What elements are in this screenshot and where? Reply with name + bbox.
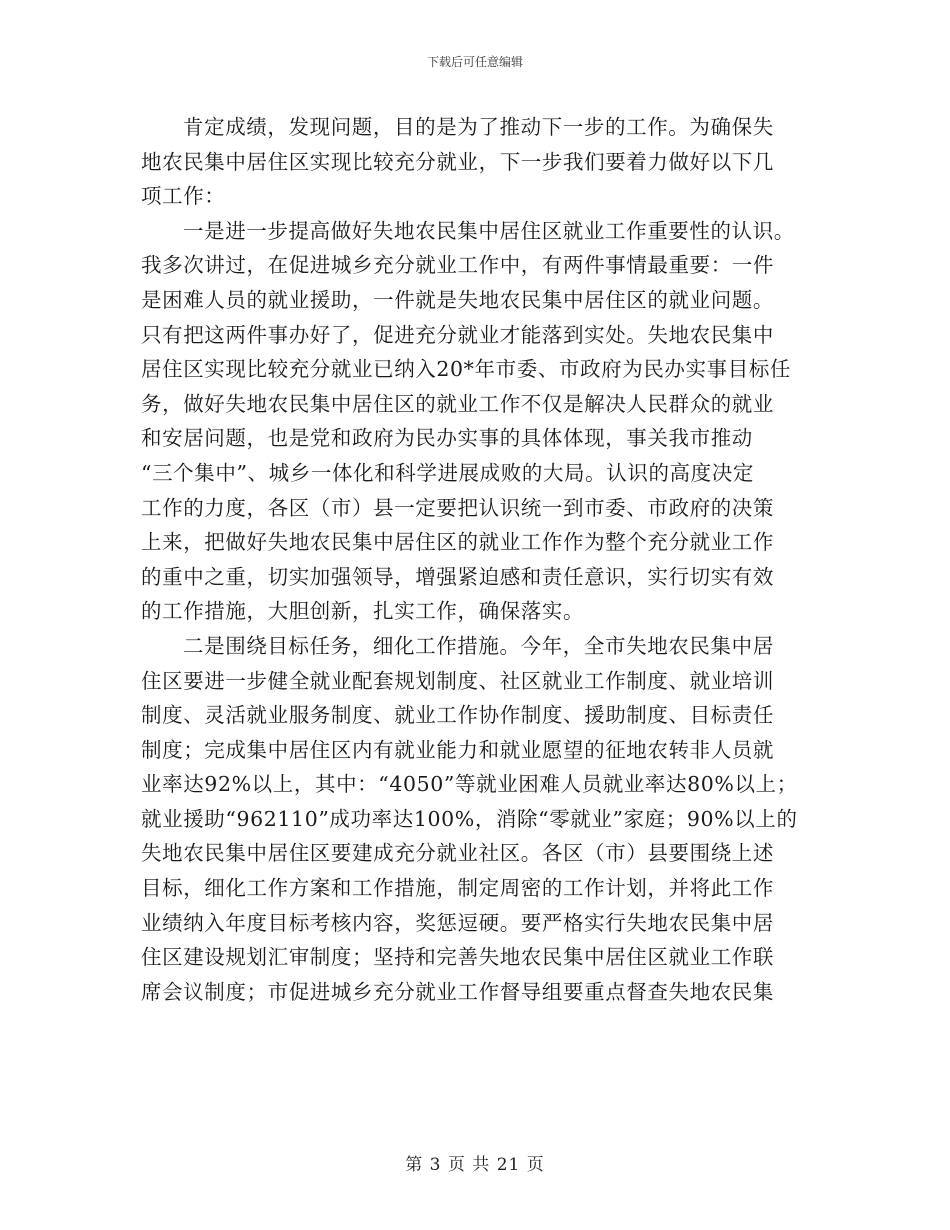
text-line: 我多次讲过，在促进城乡充分就业工作中，有两件事情最重要：一件 [141,253,774,278]
document-body [141,110,809,1009]
text-line: 和安居问题，也是党和政府为民办实事的具体体现，事关我市推动 [141,426,753,451]
text-line: 一是进一步提高做好失地农民集中居住区就业工作重要性的认识。 [183,218,795,243]
text-line: 项工作： [141,184,226,209]
text-line: 目标，细化工作方案和工作措施，制定周密的工作计划，并将此工作 [141,876,774,901]
text-line: 工作的力度，各区（市）县一定要把认识统一到市委、市政府的决策 [141,495,774,520]
text-line: 制度；完成集中居住区内有就业能力和就业愿望的征地农转非人员就 [141,737,774,762]
text-line: 是困难人员的就业援助，一件就是失地农民集中居住区的就业问题。 [141,287,774,312]
text-line: 住区要进一步健全就业配套规划制度、社区就业工作制度、就业培训 [141,668,774,693]
text-line: 务，做好失地农民集中居住区的就业工作不仅是解决人民群众的就业 [141,391,774,416]
text-line: 就业援助“962110”成功率达100%，消除“零就业”家庭；90%以上的 [141,806,798,831]
page-header: 下载后可任意编辑 [426,55,523,69]
text-line: 居住区实现比较充分就业已纳入20*年市委、市政府为民办实事目标任 [141,357,792,382]
text-line: 肯定成绩，发现问题，目的是为了推动下一步的工作。为确保失 [183,115,774,139]
text-line: 业绩纳入年度目标考核内容，奖惩逗硬。要严格实行失地农民集中居 [141,910,774,935]
text-line: “三个集中”、城乡一体化和科学进展成败的大局。认识的高度决定 [141,460,754,485]
text-line: 地农民集中居住区实现比较充分就业，下一步我们要着力做好以下几 [141,149,774,174]
text-line: 业率达92%以上，其中：“4050”等就业困难人员就业率达80%以上； [141,772,798,797]
text-line: 二是围绕目标任务，细化工作措施。今年，全市失地农民集中居 [183,633,774,658]
text-line: 制度、灵活就业服务制度、就业工作协作制度、援助制度、目标责任 [141,703,774,728]
text-line: 席会议制度；市促进城乡充分就业工作督导组要重点督查失地农民集 [141,979,774,1004]
text-line: 的重中之重，切实加强领导，增强紧迫感和责任意识，实行切实有效 [141,564,774,589]
text-line: 只有把这两件事办好了，促进充分就业才能落到实处。失地农民集中 [141,322,774,347]
text-line: 失地农民集中居住区要建成充分就业社区。各区（市）县要围绕上述 [141,841,774,866]
page-number-footer: 第 3 页 共 21 页 [405,1155,545,1175]
text-line: 上来，把做好失地农民集中居住区的就业工作作为整个充分就业工作 [141,530,774,555]
text-line: 的工作措施，大胆创新，扎实工作，确保落实。 [141,599,585,624]
text-line: 住区建设规划汇审制度；坚持和完善失地农民集中居住区就业工作联 [141,945,774,970]
